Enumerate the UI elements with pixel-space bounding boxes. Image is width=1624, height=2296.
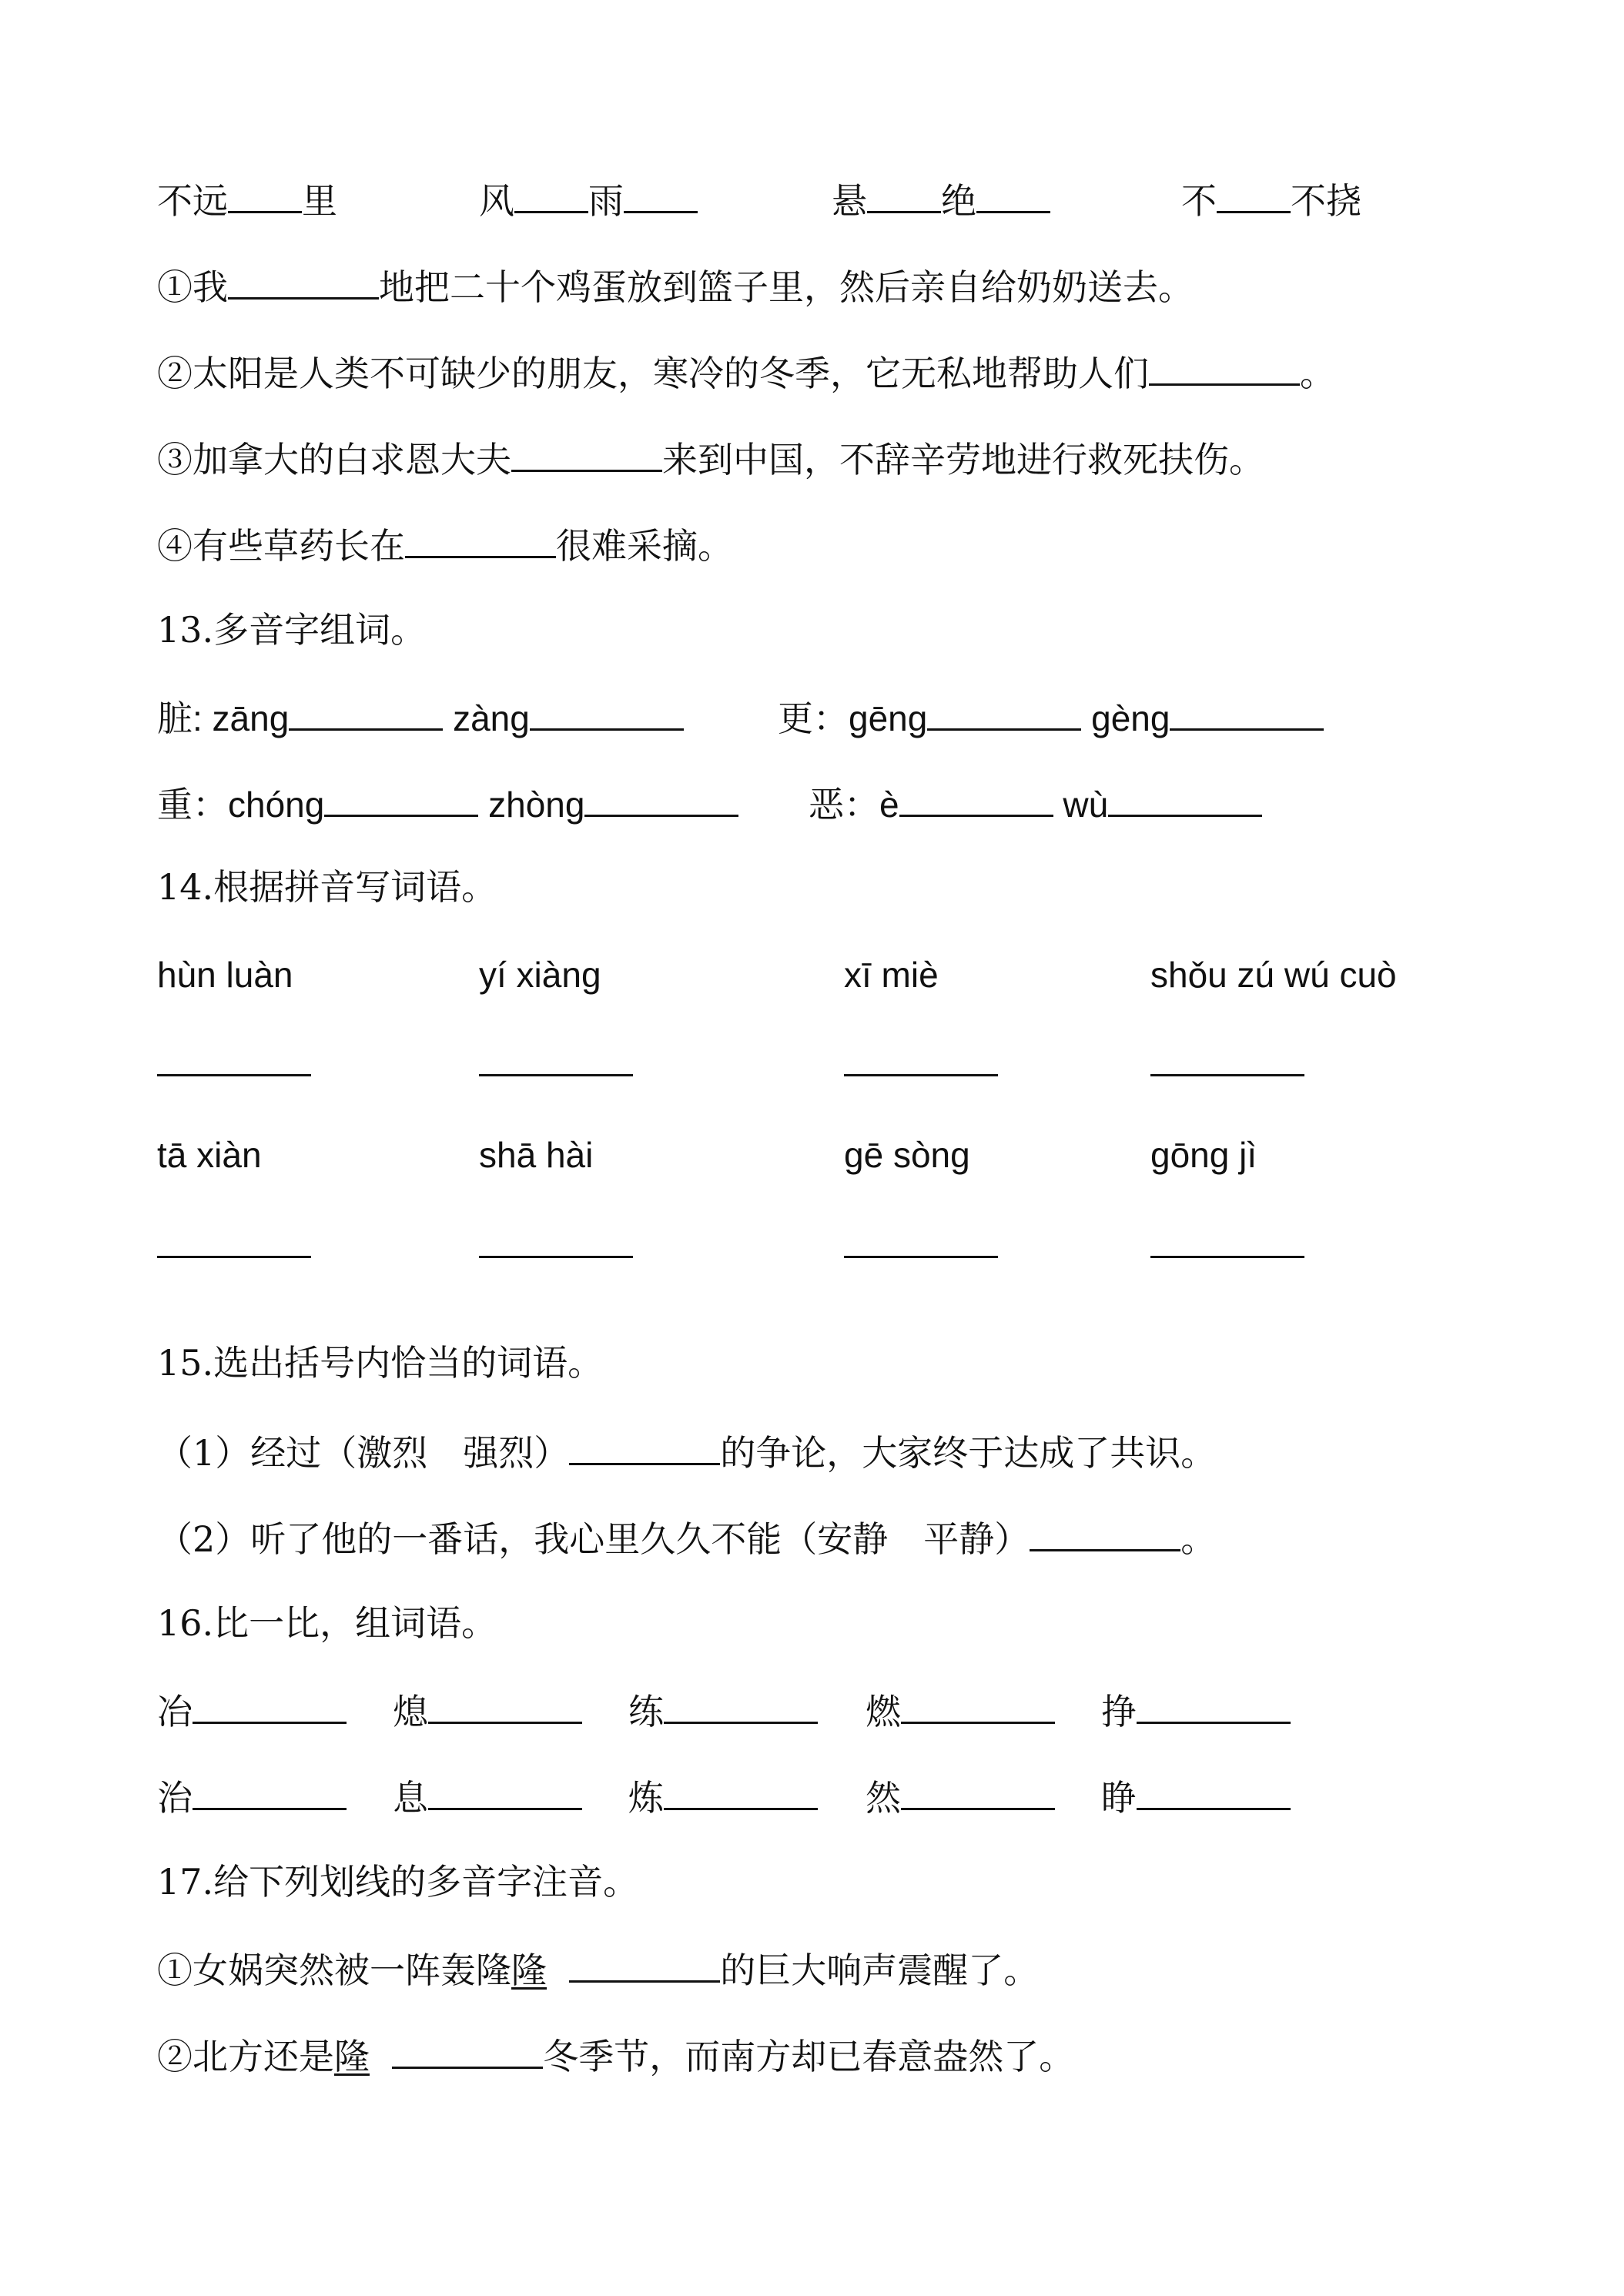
answer-blank[interactable] — [899, 779, 1053, 817]
pinyin-prompt: shā hài — [479, 1135, 594, 1175]
answer-blank[interactable] — [569, 1427, 720, 1465]
q15-item-2 — [157, 1514, 1216, 1560]
answer-blank[interactable] — [1170, 693, 1324, 731]
answer-blank[interactable] — [664, 1772, 818, 1810]
answer-blank[interactable] — [584, 779, 738, 817]
sentence-text: ①我 — [157, 266, 228, 308]
answer-blank[interactable] — [228, 262, 379, 300]
compare-char: 息 — [393, 1777, 428, 1819]
answer-blank[interactable] — [392, 2031, 543, 2069]
q17-item-2 — [157, 2031, 1074, 2077]
sentence-text: 来到中国，不辞辛劳地进行救死扶伤。 — [662, 439, 1264, 480]
answer-line[interactable] — [1150, 1253, 1304, 1258]
compare-char: 冶 — [157, 1691, 193, 1732]
idiom-a-suffix: 里 — [302, 180, 337, 222]
compare-char: 挣 — [1101, 1691, 1137, 1732]
compare-char: 练 — [628, 1691, 664, 1732]
answer-blank[interactable] — [927, 693, 1081, 731]
question-title: 15.选出括号内恰当的词语。 — [157, 1342, 604, 1384]
answer-line[interactable] — [1150, 1071, 1304, 1076]
idiom-d-suffix: 不挠 — [1291, 180, 1361, 222]
answer-blank[interactable] — [1149, 348, 1300, 386]
polyphone-label: 更：gēng — [778, 698, 928, 738]
question-title: 16.比一比，组词语。 — [157, 1602, 497, 1644]
idiom-a-prefix: 不远 — [157, 180, 228, 222]
polyphone-label: zàng — [453, 698, 530, 738]
choice-sentence: 的争论，大家终于达成了共识。 — [720, 1432, 1217, 1474]
question-17-title — [157, 1859, 638, 1905]
sentence-1 — [157, 262, 1194, 308]
answer-blank[interactable] — [1137, 1772, 1291, 1810]
idiom-c-prefix: 悬 — [832, 180, 867, 222]
pinyin-prompt: hùn luàn — [157, 955, 293, 995]
sentence-text: 地把二十个鸡蛋放到篮子里，然后亲自给奶奶送去。 — [379, 266, 1194, 308]
answer-line[interactable] — [157, 1253, 311, 1258]
answer-blank[interactable] — [289, 693, 443, 731]
question-16-title — [157, 1600, 497, 1646]
question-title: 17.给下列划线的多音字注音。 — [157, 1861, 639, 1903]
compare-char: 炼 — [628, 1777, 664, 1819]
q15-item-1 — [157, 1427, 1216, 1474]
idiom-b-mid: 雨 — [588, 180, 624, 222]
answer-blank[interactable] — [228, 176, 302, 213]
question-title: 14.根据拼音写词语。 — [157, 866, 497, 908]
answer-blank[interactable] — [867, 176, 941, 213]
answer-blank[interactable] — [976, 176, 1050, 213]
answer-blank[interactable] — [514, 176, 588, 213]
answer-blank[interactable] — [901, 1686, 1055, 1724]
choice-sentence: 。 — [1180, 1518, 1217, 1560]
polyphone-label: gèng — [1091, 698, 1170, 738]
answer-blank[interactable] — [428, 1686, 582, 1724]
answer-line[interactable] — [844, 1253, 998, 1258]
polyphone-label: 恶：è — [809, 785, 899, 825]
pinyin-prompt: gōng jì — [1150, 1135, 1257, 1175]
sentence-text: ④有些草药长在 — [157, 525, 405, 567]
question-15-title — [157, 1340, 603, 1386]
phonetic-sentence: ②北方还是 — [157, 2036, 334, 2077]
compare-char: 熄 — [393, 1691, 428, 1732]
answer-blank[interactable] — [1030, 1514, 1180, 1551]
sentence-text: ②太阳是人类不可缺少的朋友，寒冷的冬季，它无私地帮助人们 — [157, 353, 1149, 394]
sentence-text: ③加拿大的白求恩大夫 — [157, 439, 511, 480]
compare-char: 睁 — [1101, 1777, 1137, 1819]
compare-char: 燃 — [866, 1691, 901, 1732]
answer-blank[interactable] — [511, 434, 662, 472]
answer-blank[interactable] — [569, 1945, 720, 1983]
pinyin-prompt: gē sòng — [844, 1135, 970, 1175]
answer-blank[interactable] — [624, 176, 698, 213]
sentence-3 — [157, 434, 1264, 480]
answer-blank[interactable] — [324, 779, 478, 817]
compare-char: 然 — [866, 1777, 901, 1819]
polyphone-label: 脏: zāng — [157, 698, 290, 738]
answer-blank[interactable] — [405, 520, 556, 558]
polyphone-label: zhòng — [488, 785, 585, 825]
answer-line[interactable] — [479, 1253, 633, 1258]
phonetic-sentence: 的巨大响声震醒了。 — [720, 1950, 1040, 1991]
answer-blank[interactable] — [1137, 1686, 1291, 1724]
choice-sentence: （1）经过（激烈 强烈） — [157, 1432, 570, 1474]
answer-blank[interactable] — [664, 1686, 818, 1724]
answer-blank[interactable] — [1108, 779, 1262, 817]
compare-char: 治 — [157, 1777, 193, 1819]
answer-line[interactable] — [844, 1071, 998, 1076]
phonetic-sentence: 冬季节，而南方却已春意盎然了。 — [543, 2036, 1075, 2077]
choice-sentence: （2）听了他的一番话，我心里久久不能（安静 平静） — [157, 1518, 1030, 1560]
idiom-c-mid: 绝 — [941, 180, 976, 222]
sentence-text: 很难采摘。 — [556, 525, 733, 567]
underlined-char: 隆 — [334, 2036, 370, 2077]
answer-blank[interactable] — [901, 1772, 1055, 1810]
pinyin-prompt: shǒu zú wú cuò — [1150, 955, 1397, 995]
answer-blank[interactable] — [530, 693, 684, 731]
q17-item-1 — [157, 1945, 1039, 1991]
sentence-text: 。 — [1300, 353, 1335, 394]
sentence-2 — [157, 348, 1335, 394]
question-13-title — [157, 607, 426, 653]
answer-line[interactable] — [157, 1071, 311, 1076]
answer-blank[interactable] — [193, 1772, 347, 1810]
idiom-b-prefix: 风 — [479, 180, 514, 222]
answer-blank[interactable] — [193, 1686, 347, 1724]
underlined-char: 隆 — [511, 1950, 547, 1991]
answer-blank[interactable] — [428, 1772, 582, 1810]
answer-blank[interactable] — [1217, 176, 1291, 213]
question-14-title — [157, 864, 497, 910]
phonetic-sentence: ①女娲突然被一阵轰隆 — [157, 1950, 511, 1991]
answer-line[interactable] — [479, 1071, 633, 1076]
polyphone-label: 重：chóng — [157, 785, 325, 825]
pinyin-prompt: yí xiàng — [479, 955, 601, 995]
polyphone-label: wù — [1063, 785, 1109, 825]
sentence-4 — [157, 520, 733, 567]
pinyin-prompt: xī miè — [844, 955, 939, 995]
pinyin-prompt: tā xiàn — [157, 1135, 262, 1175]
idiom-d-prefix: 不 — [1181, 180, 1217, 222]
question-title: 13.多音字组词。 — [157, 609, 427, 651]
